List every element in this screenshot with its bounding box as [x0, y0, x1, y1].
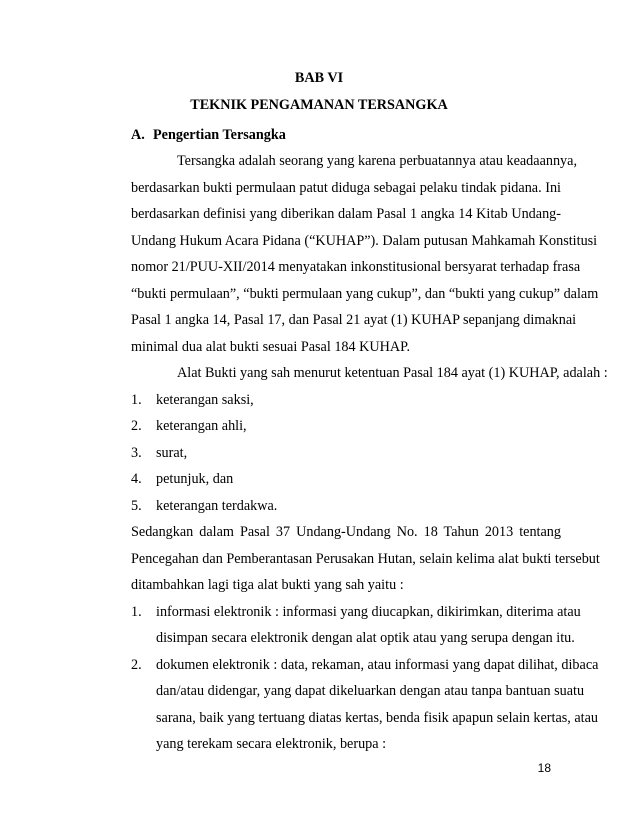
- paragraph-line: minimal dua alat bukti sesuai Pasal 184 KUHAP.: [131, 339, 410, 355]
- page-number: 18: [537, 761, 551, 775]
- list-text: keterangan ahli,: [156, 418, 247, 434]
- list-text: petunjuk, dan: [156, 471, 234, 487]
- list-text: dokumen elektronik : data, rekaman, atau informasi yang dapat dilihat, dibaca: [156, 657, 599, 673]
- paragraph-line: “bukti permulaan”, “bukti permulaan yang cukup”, dan “bukti yang cukup” dalam: [131, 286, 599, 302]
- paragraph-line: Pencegahan dan Pemberantasan Perusakan Hutan, selain kelima alat bukti tersebut: [131, 551, 600, 567]
- list-text: disimpan secara elektronik dengan alat optik atau yang serupa dengan itu.: [156, 630, 575, 646]
- paragraph-line: nomor 21/PUU-XII/2014 menyatakan inkonstitusional bersyarat terhadap frasa: [131, 259, 581, 275]
- paragraph-line: ditambahkan lagi tiga alat bukti yang sah yaitu :: [131, 577, 404, 593]
- list-text: surat,: [156, 445, 188, 461]
- evidence-intro: Alat Bukti yang sah menurut ketentuan Pasal 184 ayat (1) KUHAP, adalah :: [177, 365, 608, 381]
- chapter-number: BAB VI: [294, 70, 344, 86]
- list-text: keterangan saksi,: [156, 392, 254, 408]
- list-number: 1.: [131, 392, 142, 408]
- list-number: 2.: [131, 418, 142, 434]
- paragraph-line: berdasarkan bukti permulaan patut diduga sebagai pelaku tindak pidana. Ini: [131, 180, 561, 196]
- list-text: yang terekam secara elektronik, berupa :: [156, 736, 387, 752]
- list-text: informasi elektronik : informasi yang diucapkan, dikirimkan, diterima atau: [156, 604, 581, 620]
- section-heading: Pengertian Tersangka: [153, 127, 286, 143]
- section-marker: A.: [131, 127, 145, 143]
- list-number: 1.: [131, 604, 142, 620]
- list-number: 4.: [131, 471, 142, 487]
- paragraph-line: Sedangkan dalam Pasal 37 Undang-Undang No. 18 Tahun 2013 tentang: [131, 524, 561, 540]
- chapter-title: TEKNIK PENGAMANAN TERSANGKA: [190, 97, 448, 113]
- list-number: 2.: [131, 657, 142, 673]
- list-text: keterangan terdakwa.: [156, 498, 278, 514]
- paragraph-line: berdasarkan definisi yang diberikan dalam Pasal 1 angka 14 Kitab Undang-: [131, 206, 561, 222]
- paragraph-line: Tersangka adalah seorang yang karena perbuatannya atau keadaannya,: [177, 153, 577, 169]
- paragraph-line: Pasal 1 angka 14, Pasal 17, dan Pasal 21 ayat (1) KUHAP sepanjang dimaknai: [131, 312, 577, 328]
- list-number: 5.: [131, 498, 142, 514]
- list-text: sarana, baik yang tertuang diatas kertas, benda fisik apapun selain kertas, atau: [156, 710, 599, 726]
- list-text: dan/atau didengar, yang dapat dikeluarkan dengan atau tanpa bantuan suatu: [156, 683, 585, 699]
- paragraph-line: Undang Hukum Acara Pidana (“KUHAP”). Dalam putusan Mahkamah Konstitusi: [131, 233, 598, 249]
- list-number: 3.: [131, 445, 142, 461]
